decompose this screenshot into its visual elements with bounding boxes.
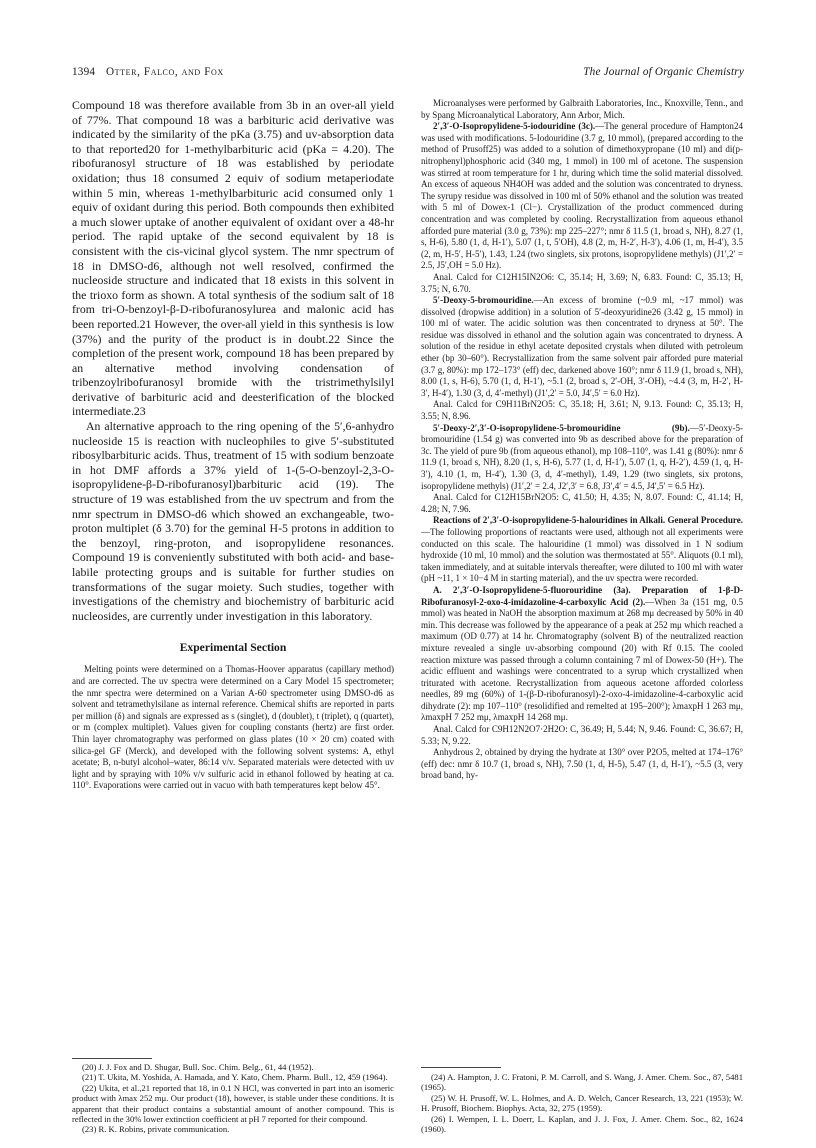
- footnotes-right: [421, 1072, 743, 1134]
- procedure-body: —The general procedure of Hampton24 was used with modifications. 5-Iodouridine (3.7 g, 10 mmol), (prepared according to the method of Prusoff25) was added to a solution of dimethoxypropane (10 ml) and di(p-nitrophenyl)phosphoric acid (340 mg, 1 mmol) in 100 ml of acetone. The suspension was stirred at room temperature for 1 hr, during which time the solid material dissolved. An excess of aqueous NH4OH was added and the solution was concentrated to dryness. The syrupy residue was dissolved in 100 ml of 50% ethanol and the solution was treated with 5 ml of Dowex-1 (Cl−). Crystallization of the product commenced during concentration and was completed by cooling. Recrystallization from aqueous ethanol afforded pure material (3.0 g, 73%): mp 225–227°; nmr δ 11.5 (1, broad s, NH), 8.27 (1, s, H-6), 5.80 (1, d, H-1′), 5.07 (1, t, 5′OH), 4.8 (2, m, H-2′, H-3′), 4.06 (1, m, H-4′), 3.5 (2, m, H-5′, H-5′), 1.43, 1.24 (two singlets, six protons, isopropylidene methyls) (J1′,2′ = 2.5, J5′,OH = 5.0 Hz).: [421, 121, 743, 271]
- right-column: [421, 98, 743, 1138]
- footnote-26: (26) I. Wempen, I. L. Doerr, L. Kaplan, and J. J. Fox, J. Amer. Chem. Soc., 82, 1624 (1960).: [421, 1113, 743, 1135]
- footnote-rule: [72, 1058, 152, 1059]
- procedure-bromouridine: [421, 295, 743, 399]
- journal-title: The Journal of Organic Chemistry: [583, 66, 744, 78]
- procedure-9b: [421, 423, 743, 493]
- procedure-body: —5′-Deoxy-5-bromouridine (1.54 g) was converted into 9b as described above for the preparation of 3c. The yield of pure 9b (from aqueous ethanol), mp 108–110°, was 1.41 g (80%): nmr δ 11.9 (1, broad s, NH), 8.20 (1, s, H-6), 5.77 (1, d, H-1′), 5.07 (1, q, H-2′), 4.59 (1, q, H-3′), 4.10 (1, m, H-4′), 1.30 (3, d, 4′-methyl), 1.49, 1.29 (two singlets, six protons, isopropylidene methyls) (J1′,2′ = 2.4, J2′,3′ = 6.8, J3′,4′ = 4.5, J4′,5′ = 6.5 Hz).: [421, 422, 743, 491]
- procedure-title: 5′-Deoxy-5-bromouridine.: [433, 295, 534, 306]
- procedure-body: —The following proportions of reactants were used, although not all experiments were conducted on this scale. The halouridine (1 mmol) was dissolved in 1 N sodium hydroxide (10 ml, 10 mmol) and the solution was thermostated at 55°. Aliquots (0.1 ml), taken immediately, and at suitable intervals thereafter, were diluted to 100 ml with water (pH ~11, 1 × 10−4 M in starting material), and the uv spectra were recorded.: [421, 526, 743, 584]
- procedure-title: Reactions of 2′,3′-O-isopropylidene-5-halouridines in Alkali. General Procedure.: [433, 515, 743, 526]
- running-header: [72, 66, 744, 82]
- analysis-3c: Anal. Calcd for C12H15IN2O6: C, 35.14; H, 3.69; N, 6.83. Found: C, 35.13; H, 3.75; N, 6.70.: [421, 271, 743, 294]
- footnote-24: (24) A. Hampton, J. C. Fratoni, P. M. Carroll, and S. Wang, J. Amer. Chem. Soc., 87, 5481 (1965).: [421, 1072, 743, 1093]
- procedure-body: —An excess of bromine (~0.9 ml, ~17 mmol) was dissolved (dropwise addition) in a solution of 5′-deoxyuridine26 (3.42 g, 15 mmol) in 100 ml of water. The acidic solution was then concentrated to dryness at 50°. The residue was dissolved in ethanol and the solution again was concentrated to dryness. A solution of the residue in ethyl acetate deposited crystals when diluted with petroleum ether (bp 30–60°). Recrystallization from the same solvent pair afforded pure material (3.7 g, 80%): mp 172–173° (eff) dec, darkened above 160°; nmr δ 11.9 (1, broad s, NH), 8.00 (1, s, H-6), 5.70 (1, d, H-1′), ~5.1 (2, broad s, 2′-OH, 3′-OH), ~4.4 (3, m, H-2′, H-3′, H-4′), 1.30 (3, d, 4′-methyl) (J1′,2′ = 5.0, J4′,5′ = 6.0 Hz).: [421, 295, 743, 398]
- microanalyses-note: Microanalyses were performed by Galbraith Laboratories, Inc., Knoxville, Tenn., and by Spang Microanalytical Laboratory, Ann Arbor, Mich.: [421, 98, 743, 120]
- footnote-21: (21) T. Ukita, M. Yoshida, A. Hamada, and Y. Kato, Chem. Pharm. Bull., 12, 459 (1964).: [82, 1072, 388, 1083]
- experimental-paragraph: Melting points were determined on a Thomas-Hoover apparatus (capillary method) and are corrected. The uv spectra were determined on a Cary Model 15 spectrometer; the nmr spectra were determined on a Varian A-60 spectrometer using DMSO-d6 as solvent and tetramethylsilane as internal reference. Chemical shifts are reported in parts per million (δ) and signals are expressed as s (singlet), d (doublet), t (triplet), q (quartet), or m (complex multiplet). Values given for coupling constants (hertz) are first order. Thin layer chromatography was performed on glass plates (10 × 20 cm) coated with silica-gel GF (Merck), and developed with the following solvent systems: A, ethyl acetate; B, n-butyl alcohol–water, 86:14 v/v. Separated materials were detected with uv light and by spraying with 10% v/v sulfuric acid in ethanol followed by heating at ca. 110°. Evaporations were carried out in vacuo with bath temperatures kept below 45°.: [72, 664, 394, 791]
- footnote-20: (20) J. J. Fox and D. Shugar, Bull. Soc. Chim. Belg., 61, 44 (1952).: [82, 1062, 314, 1072]
- procedure-title: 2′,3′-O-Isopropylidene-5-iodouridine (3c).: [433, 121, 596, 132]
- discussion-paragraph: Compound 18 was therefore available from 3b in an over-all yield of 77%. That compound 18 was a barbituric acid derivative was indicated by the similarity of the pKa (3.75) and uv-absorption data to that reported20 for 1-methylbarbituric acid (pKa = 4.20). The ribofuranosyl structure of 18 was established by periodate oxidation; thus 18 consumed 2 equiv of sodium metaperiodate within 5 min, whereas 1-methylbarbituric acid consumed only 1 equiv of oxidant during this period. Both compounds then exhibited a much slower uptake of another equivalent of oxidant over a 48-hr period. The rapid uptake of the second equivalent by 18 is consistent with the cis-vicinal glycol system. The nmr spectrum of 18 in DMSO-d6, although not well resolved, confirmed the nucleoside structure and indicated that 18 exists in this solvent in the trioxo form as shown. A total synthesis of the sodium salt of 18 from tri-O-benzoyl-β-D-ribofuranosylurea and malonic acid has been reported.21 However, the over-all yield in this synthesis is low (37%) and the purity of the product is in doubt.22 Since the completion of the present work, compound 18 has been prepared by an alternative method involving condensation of tribenzoylribofuranosyl bromide with the tristrimethylsilyl derivative of barbituric acid and deesterification of the blocked intermediate.23: [72, 98, 394, 419]
- experimental-procedures: [421, 98, 743, 782]
- discussion-paragraph: An alternative approach to the ring opening of the 5′,6-anhydro nucleoside 15 is reaction with nucleophiles to give 5′-substituted ribosylbarbituric acids. Thus, treatment of 15 with sodium benzoate in hot DMF affords a 37% yield of 1-(5-O-benzoyl-2,3-O-isopropylidene-β-D-ribofuranosyl)barbituric acid (19). The structure of 19 was established from the uv spectrum and from the nmr spectrum in DMSO-d6 which showed an exchangeable, two-proton multiplet (δ 3.70) for the geminal H-5 protons in addition to the benzoyl, ring-proton, and isopropylidene resonances. Compound 19 is conveniently substituted with both acid- and base-labile protecting groups and is suitable for further studies on transformations of the sugar moiety. Such studies, together with investigations of the chemistry and biochemistry of barbituric acid nucleosides, are currently under investigation in this laboratory.: [72, 419, 394, 623]
- footnote-23: (23) R. K. Robins, private communication.: [82, 1124, 230, 1135]
- footnote-22: (22) Ukita, et al.,21 reported that 18, in 0.1 N HCl, was converted in part into an isomeric product with λmax 252 mμ. Our product (18), however, is stable under these conditions. It is apparent that their product contains a substantial amount of another compound. This is reflected in the 30% lower extinction coefficient at pH 7 reported for their compound.: [72, 1082, 394, 1125]
- experimental-intro: [72, 664, 394, 792]
- analysis-9b: Anal. Calcd for C12H15BrN2O5: C, 41.50; H, 4.35; N, 8.07. Found: C, 41.14; H, 4.28; N, 7.96.: [421, 492, 743, 514]
- procedure-title: A. 2′,3′-O-Isopropylidene-5-fluorouridine (3a). Preparation of 1-β-D-Ribofuranosyl-2-oxo-4-imidazoline-4-carboxylic Acid (2).: [421, 584, 743, 607]
- procedure-body: —When 3a (151 mg, 0.5 mmol) was heated in NaOH the absorption maximum at 268 mμ decreased by 50% in 40 min. This decrease was followed by the appearance of a peak at 252 mμ which reached a maximum (OD 0.77) at 14 hr. Chromatography (solvent B) of the neutralized reaction mixture revealed a single uv-absorbing compound (20) with Rf 0.15. The cooled reaction mixture was passed through a column containing 7 ml of Dowex-50 (H+). The acidic effluent and washings were concentrated to a syrup which crystallized when triturated with acetone. Recrystallization from aqueous acetone afforded colorless needles, 89 mg (60%) of 1-(β-D-ribofuranosyl)-2-oxo-4-imidazoline-4-carboxylic acid dihydrate (2): mp 107–110° (resolidified and remelted at 195–200°); λmaxpH 1 263 mμ, λmaxpH 7 252 mμ, λmaxpH 14 268 mμ.: [421, 596, 743, 723]
- analysis-2: Anal. Calcd for C9H12N2O7·2H2O: C, 36.49; H, 5.44; N, 9.46. Found: C, 36.67; H, 5.33; N, 9.22.: [421, 724, 743, 746]
- procedure-alkali: [421, 515, 743, 585]
- left-column: [72, 98, 394, 1054]
- footnote-rule: [421, 1067, 501, 1068]
- procedure-3a: [421, 585, 743, 724]
- anhydrous-2-paragraph: Anhydrous 2, obtained by drying the hydrate at 130° over P2O5, melted at 174–176° (eff) dec: nmr δ 10.7 (1, broad s, NH), 7.50 (1, d, H-5), 5.47 (1, d, H-1′), ~5.5 (3, very broad band, hy-: [421, 747, 743, 781]
- procedure-3c: [421, 121, 743, 272]
- footnote-25: (25) W. H. Prusoff, W. L. Holmes, and A. D. Welch, Cancer Research, 13, 221 (1953); W. H. Prusoff, Biochem. Biophys. Acta, 32, 275 (1959).: [421, 1092, 743, 1114]
- analysis-bromouridine: Anal. Calcd for C9H11BrN2O5: C, 35.18; H, 3.61; N, 9.13. Found: C, 35.13; H, 3.55; N, 8.96.: [421, 399, 743, 422]
- page-number: 1394: [72, 66, 96, 78]
- procedure-title: 5′-Deoxy-2′,3′-O-isopropylidene-5-bromouridine (9b).: [433, 422, 690, 433]
- running-authors: Otter, Falco, and Fox: [106, 66, 224, 78]
- discussion-text: [72, 98, 394, 623]
- section-heading: Experimental Section: [179, 641, 287, 655]
- footnotes-left: [72, 1062, 394, 1135]
